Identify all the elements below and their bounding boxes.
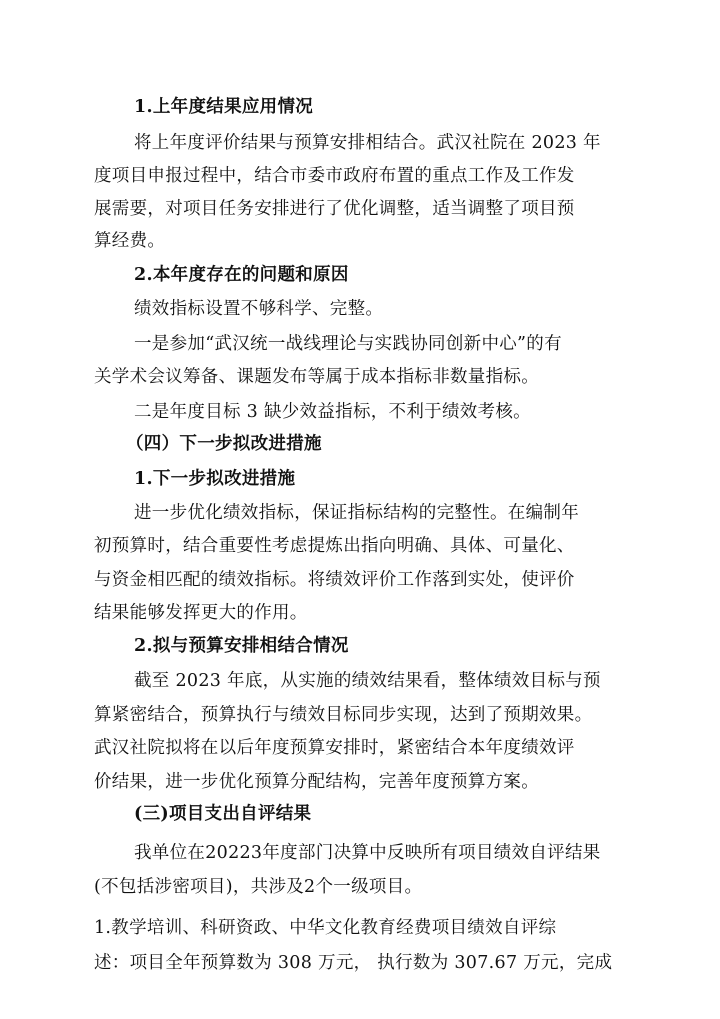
paragraph-line: 截至 2023 年底，从实施的绩效结果看，整体绩效目标与预 (134, 671, 601, 691)
paragraph-line: 二是年度目标 3 缺少效益指标，不利于绩效考核。 (134, 402, 531, 422)
paragraph-line: 结果能够发挥更大的作用。 (94, 603, 308, 623)
paragraph-line: 将上年度评价结果与预算安排相结合。武汉社院在 2023 年 (134, 133, 601, 153)
heading-problems-reasons: 2.本年度存在的问题和原因 (134, 265, 349, 285)
paragraph-line: 算经费。 (94, 231, 166, 251)
heading-section-three: (三)项目支出自评结果 (134, 804, 312, 824)
paragraph-line: 关学术会议筹备、课题发布等属于成本指标非数量指标。 (94, 367, 539, 387)
heading-prev-year-results: 1.上年度结果应用情况 (134, 97, 314, 117)
paragraph-line: (不包括涉密项目)，共涉及2个一级项目。 (94, 877, 423, 897)
paragraph-line: 绩效指标设置不够科学、完整。 (134, 299, 384, 319)
paragraph-line: 武汉社院拟将在以后年度预算安排时，紧密结合本年度绩效评 (94, 738, 575, 758)
paragraph-line: 价结果，进一步优化预算分配结构，完善年度预算方案。 (94, 772, 539, 792)
heading-next-steps: 1.下一步拟改进措施 (134, 469, 296, 489)
paragraph-line: 度项目申报过程中，结合市委市政府布置的重点工作及工作发 (94, 166, 575, 186)
heading-budget-combination: 2.拟与预算安排相结合情况 (134, 636, 349, 656)
paragraph-line: 一是参加“武汉统一战线理论与实践协同创新中心”的有 (134, 334, 562, 354)
heading-section-four: （四）下一步拟改进措施 (126, 434, 322, 454)
paragraph-line: 我单位在20223年度部门决算中反映所有项目绩效自评结果 (134, 843, 601, 863)
paragraph-line: 与资金相匹配的绩效指标。将绩效评价工作落到实处，使评价 (94, 570, 575, 590)
paragraph-line: 算紧密结合，预算执行与绩效目标同步实现，达到了预期效果。 (94, 705, 593, 725)
paragraph-line: 述：项目全年预算数为 308 万元， 执行数为 307.67 万元，完成 (94, 953, 613, 973)
paragraph-line: 初预算时，结合重要性考虑提炼出指向明确、具体、可量化、 (94, 536, 575, 556)
paragraph-line: 1.教学培训、科研资政、中华文化教育经费项目绩效自评综 (94, 918, 557, 938)
paragraph-line: 进一步优化绩效指标，保证指标结构的完整性。在编制年 (134, 503, 579, 523)
paragraph-line: 展需要，对项目任务安排进行了优化调整，适当调整了项目预 (94, 199, 575, 219)
